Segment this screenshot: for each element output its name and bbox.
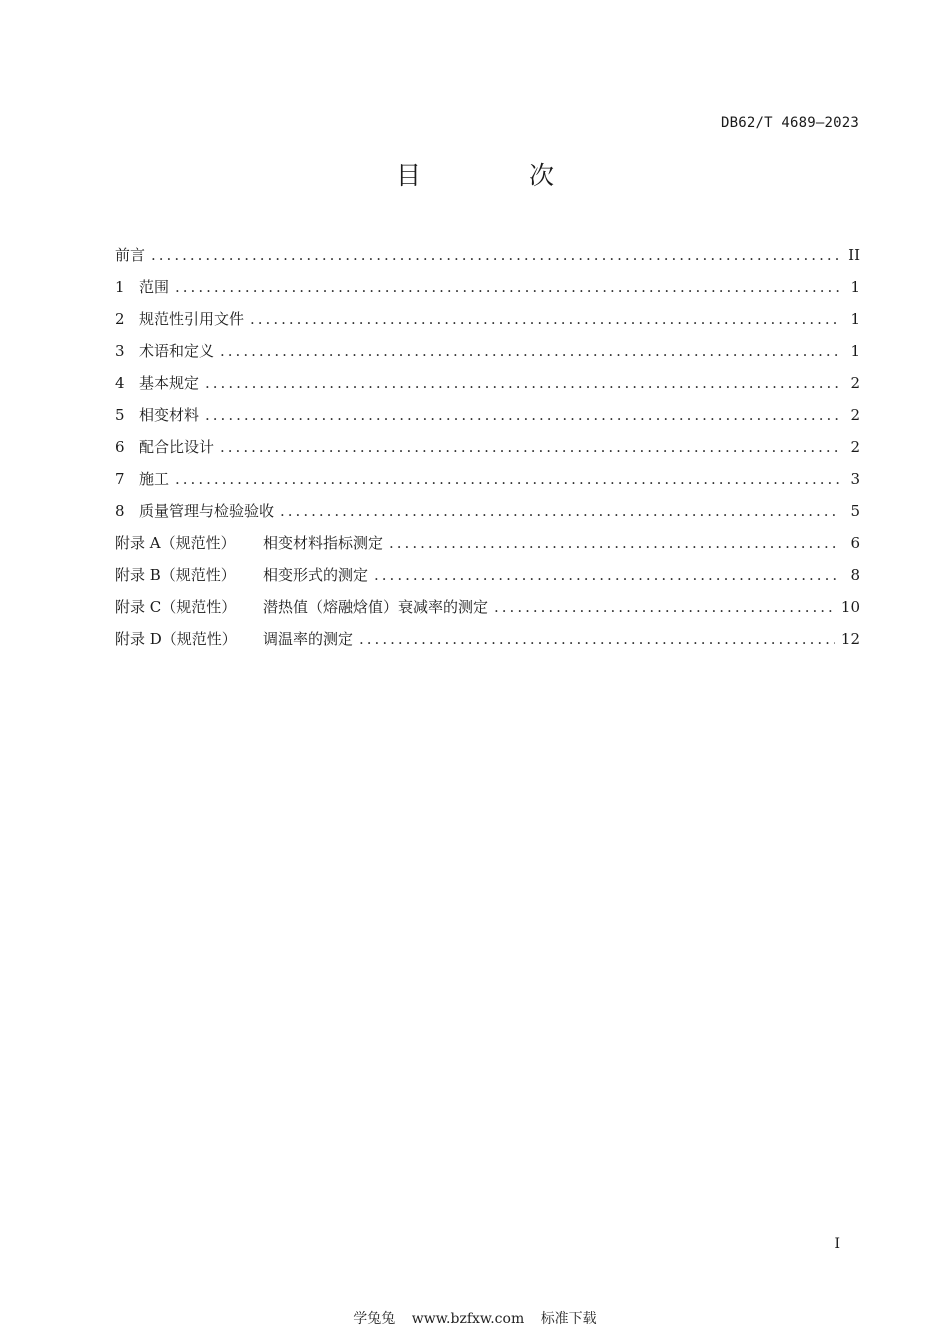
toc-entry-page: 8	[850, 566, 860, 584]
toc-dot-leader	[359, 630, 835, 648]
toc-entry-page: II	[848, 246, 860, 264]
toc-entry-page: 1	[850, 310, 860, 328]
toc-entry[interactable]	[115, 340, 860, 372]
page-title: 目 次	[396, 161, 604, 190]
toc-entry-page: 2	[850, 438, 860, 456]
toc-entry-page: 2	[850, 406, 860, 424]
toc-dot-leader	[205, 374, 840, 392]
page-number: I	[834, 1236, 840, 1252]
toc-entry[interactable]	[115, 404, 860, 436]
standard-code: DB62/T 4689—2023	[720, 115, 859, 131]
toc-dot-leader	[250, 310, 840, 328]
toc-entry-number: 3	[115, 342, 125, 360]
toc-entry[interactable]	[115, 276, 860, 308]
toc-entry-number: 7	[115, 470, 125, 488]
toc-entry-title: 施工	[139, 470, 170, 488]
toc-entry-title: 质量管理与检验验收	[139, 502, 275, 520]
toc-entry-title: 相变形式的测定	[263, 566, 369, 584]
toc-entry-page: 5	[850, 502, 860, 520]
toc-entry[interactable]	[115, 468, 860, 500]
toc-entry-title: 调温率的测定	[263, 630, 354, 648]
toc-entry-number: 2	[115, 310, 125, 328]
toc-dot-leader	[175, 278, 840, 296]
toc-entry-page: 3	[850, 470, 860, 488]
toc-entry-title: 潜热值（熔融焓值）衰减率的测定	[263, 598, 489, 616]
footer-url[interactable]: www.bzfxw.com	[411, 1311, 525, 1327]
toc-entry[interactable]	[115, 244, 860, 276]
toc-entry[interactable]	[115, 500, 860, 532]
toc-appendix-label: 附录 B（规范性）	[115, 566, 236, 584]
toc-entry[interactable]	[115, 596, 860, 628]
toc-entry[interactable]	[115, 308, 860, 340]
toc-appendix-label: 附录 D（规范性）	[115, 630, 237, 648]
toc-dot-leader	[280, 502, 840, 520]
toc-appendix-label: 附录 A（规范性）	[115, 534, 236, 552]
toc-entry[interactable]	[115, 436, 860, 468]
toc-dot-leader	[220, 342, 840, 360]
toc-entry-title: 前言	[115, 246, 146, 264]
toc-dot-leader	[389, 534, 840, 552]
toc-dot-leader	[151, 246, 840, 264]
toc-entry[interactable]	[115, 628, 860, 660]
toc-entry-page: 2	[850, 374, 860, 392]
footer	[0, 1308, 950, 1328]
toc-entry-number: 1	[115, 278, 125, 296]
toc-entry-page: 1	[850, 278, 860, 296]
toc-appendix-label: 附录 C（规范性）	[115, 598, 237, 616]
table-of-contents	[115, 244, 860, 660]
toc-entry-number: 4	[115, 374, 125, 392]
toc-entry-title: 相变材料指标测定	[263, 534, 384, 552]
toc-entry-number: 6	[115, 438, 125, 456]
toc-dot-leader	[494, 598, 835, 616]
toc-entry-page: 6	[850, 534, 860, 552]
toc-entry-title: 配合比设计	[139, 438, 215, 456]
toc-entry-page: 1	[850, 342, 860, 360]
toc-entry[interactable]	[115, 372, 860, 404]
toc-entry-title: 相变材料	[139, 406, 200, 424]
toc-entry-page: 12	[840, 630, 860, 648]
toc-entry-title: 规范性引用文件	[139, 310, 245, 328]
toc-entry[interactable]	[115, 532, 860, 564]
toc-dot-leader	[205, 406, 840, 424]
toc-entry-number: 8	[115, 502, 125, 520]
toc-dot-leader	[175, 470, 840, 488]
toc-entry-title: 基本规定	[139, 374, 200, 392]
toc-entry-page: 10	[840, 598, 860, 616]
toc-entry-title: 术语和定义	[139, 342, 215, 360]
toc-dot-leader	[374, 566, 840, 584]
toc-entry[interactable]	[115, 564, 860, 596]
footer-tagline: 标准下载	[540, 1311, 597, 1327]
toc-entry-number: 5	[115, 406, 125, 424]
toc-entry-title: 范围	[139, 278, 170, 296]
footer-site-name: 学兔兔	[353, 1311, 396, 1327]
toc-dot-leader	[220, 438, 840, 456]
